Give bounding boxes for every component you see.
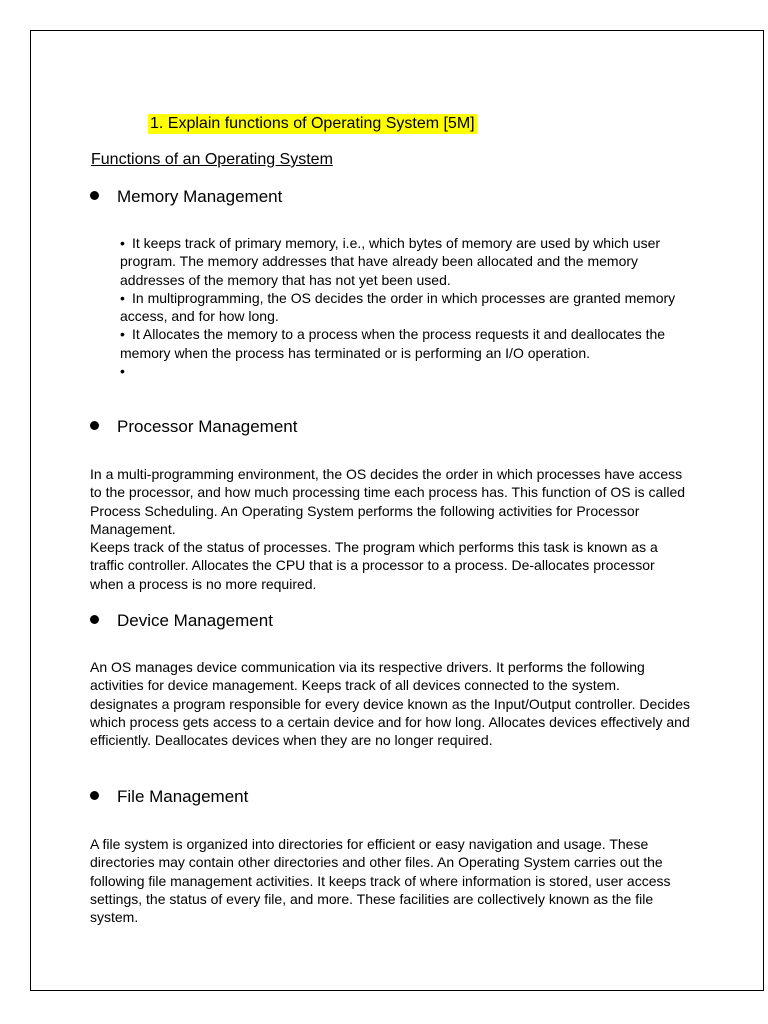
list-item-text: In multiprogramming, the OS decides the order in which processes are granted memory access, and for how long.: [120, 289, 676, 325]
device-paragraph: An OS manages device communication via its respective drivers. It performs the following activities for device management. Keeps track of all devices connected to the system. designates a program responsible for every device known as the Input/Output controller. Decides which process gets access to a certain device and for how long. Allocates devices effectively and efficiently. Deallocates devices when they are no longer required.: [90, 659, 690, 749]
memory-bullet-list: [120, 234, 690, 380]
processor-paragraph-1: In a multi-programming environment, the OS decides the order in which processes have access to the processor, and how much processing time each process has. This function of OS is called Process Scheduling. An Operating System performs the following activities for Processor Management.: [90, 466, 686, 537]
bullet-dot-icon: [90, 421, 99, 430]
list-item: [120, 362, 690, 380]
list-item: [120, 325, 690, 362]
list-item: [120, 289, 690, 326]
file-paragraph: A file system is organized into directories for efficient or easy navigation and usage. These directories may contain other directories and other files. An Operating System carries out the following file management activities. It keeps track of where information is stored, user access settings, the status of every file, and more. These facilities are collectively known as the file system.: [90, 836, 671, 926]
heading-label: Memory Management: [117, 187, 283, 206]
small-bullet-icon: •: [120, 235, 125, 251]
heading-device-management: [90, 610, 273, 632]
bullet-dot-icon: [90, 615, 99, 624]
small-bullet-icon: •: [120, 289, 125, 306]
heading-label: Processor Management: [117, 417, 298, 436]
heading-label: Device Management: [117, 611, 273, 630]
small-bullet-icon: •: [120, 363, 125, 380]
processor-body: [90, 465, 690, 593]
processor-paragraph-2: Keeps track of the status of processes. The program which performs this task is known as a traffic controller. Allocates the CPU that is a processor to a process. De-allocates processor when a process is no more required.: [90, 539, 658, 592]
list-item: [120, 234, 690, 289]
bullet-dot-icon: [90, 191, 99, 200]
small-bullet-icon: •: [120, 326, 125, 343]
bullet-dot-icon: [90, 791, 99, 800]
heading-processor-management: [90, 416, 297, 438]
heading-memory-management: [90, 186, 282, 208]
heading-label: File Management: [117, 787, 249, 806]
list-item-text: It Allocates the memory to a process when the process requests it and deallocates the memory when the process has terminated or is performing an I/O operation.: [120, 326, 666, 361]
heading-file-management: [90, 786, 248, 808]
list-item-text: It keeps track of primary memory, i.e., which bytes of memory are used by which user program. The memory addresses that have already been allocated and the memory addresses of the memory that has not yet been used.: [120, 235, 661, 288]
question-title: 1. Explain functions of Operating System [5M]: [150, 115, 475, 132]
section-subtitle: Functions of an Operating System: [91, 151, 333, 168]
